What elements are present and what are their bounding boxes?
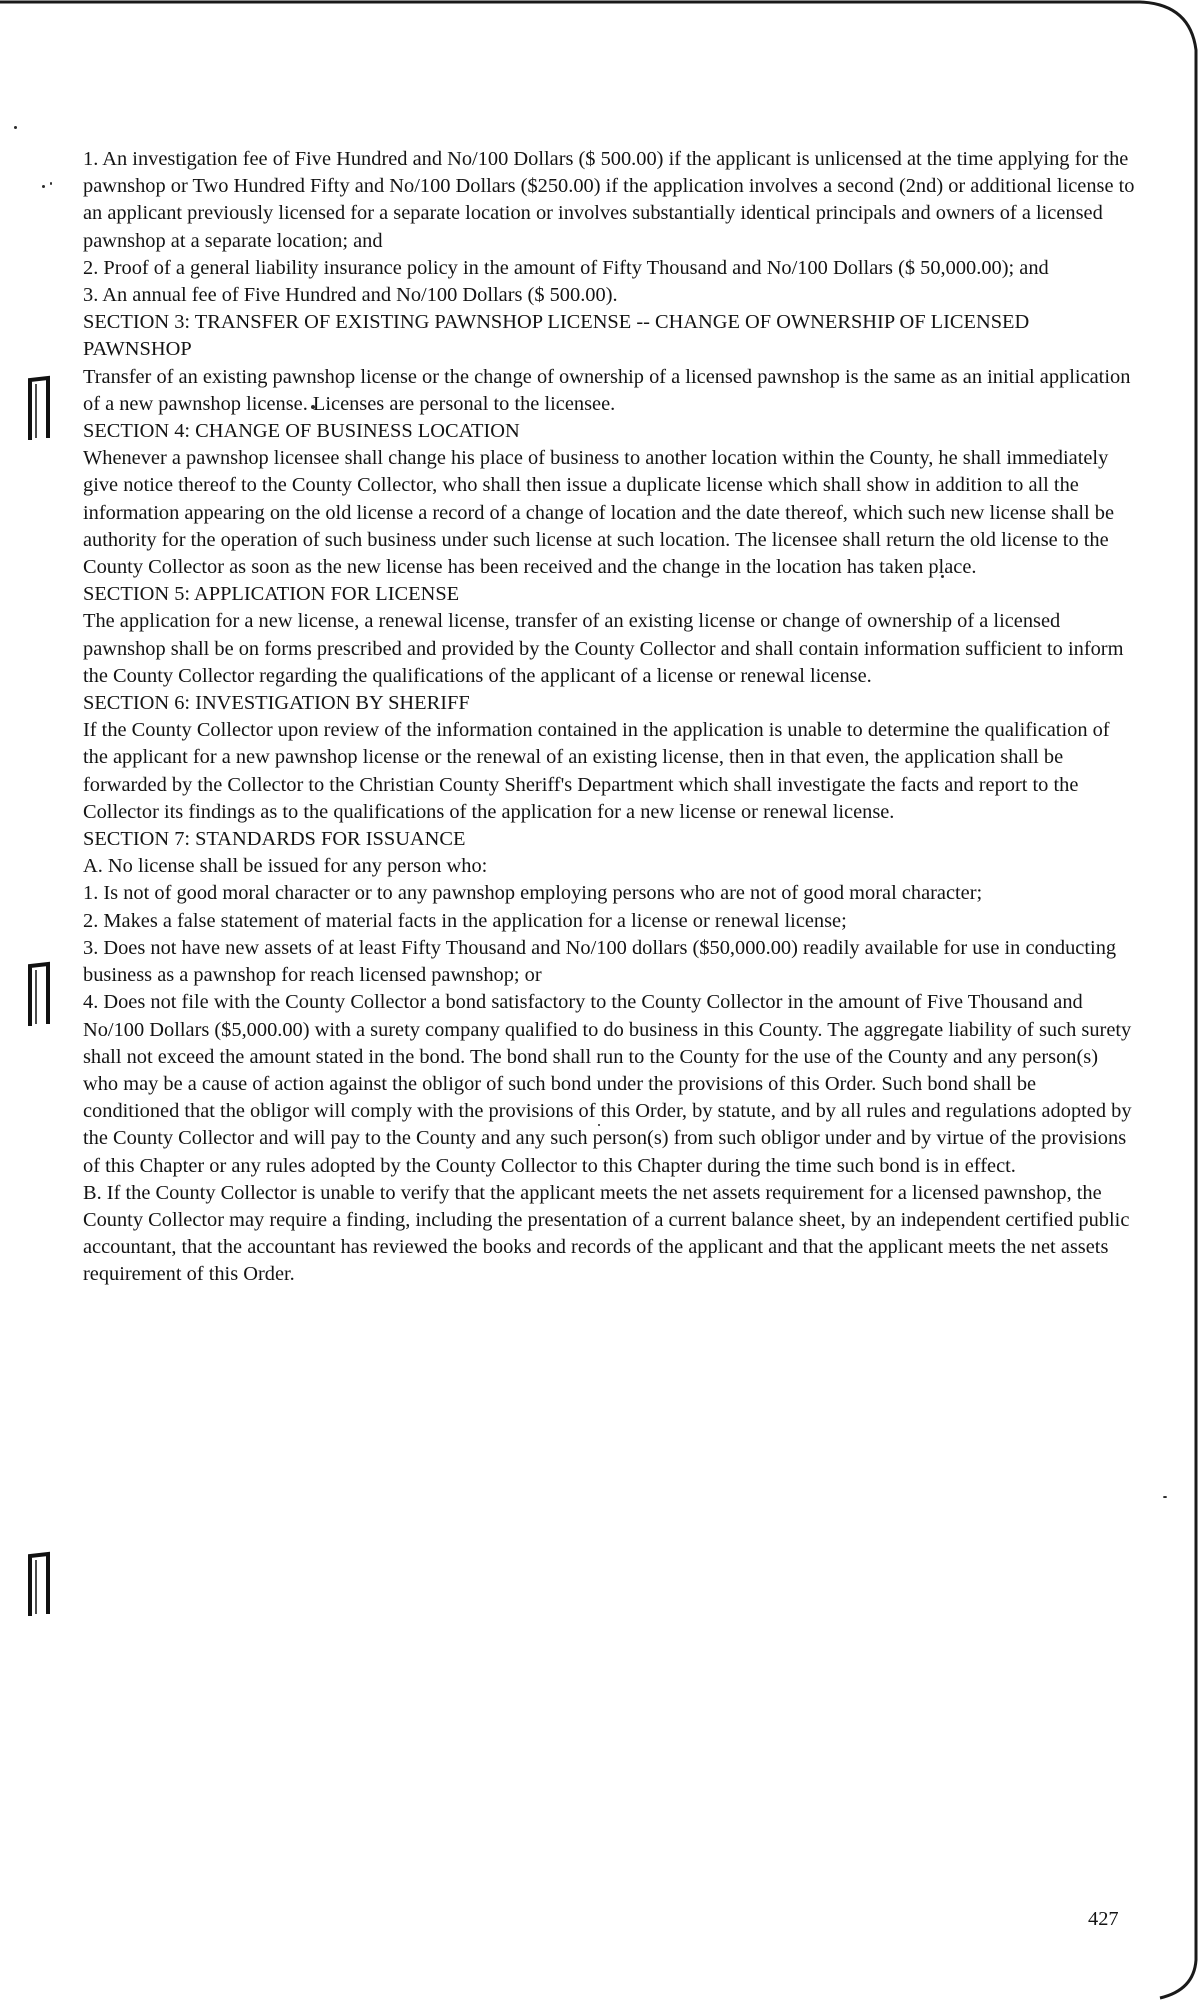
section-3-body: Transfer of an existing pawnshop license or the change of ownership of a licensed pawnshop is the same as an initial application of a new pawnshop license. Licenses are personal to the licensee. bbox=[83, 365, 1131, 415]
page-number: 427 bbox=[1088, 1908, 1119, 1930]
section-7-heading: SECTION 7: STANDARDS FOR ISSUANCE bbox=[83, 828, 466, 851]
annual-fee-paragraph: 3. An annual fee of Five Hundred and No/100 Dollars ($ 500.00). bbox=[83, 284, 618, 307]
section-5-heading: SECTION 5: APPLICATION FOR LICENSE bbox=[83, 583, 460, 606]
scan-speck bbox=[50, 182, 52, 185]
section-7-a-item-2: 2. Makes a false statement of material facts in the application for a license or renewal license; bbox=[83, 909, 847, 932]
scan-speck bbox=[42, 185, 45, 188]
document-body bbox=[83, 146, 1135, 1289]
section-4-body: Whenever a pawnshop licensee shall change his place of business to another location within the County, he shall immediately give notice thereof to the County Collector, who shall then issue a duplicate license which shall show in addition to all the information appearing on the old license a record of a change of location and the date thereof, which such new license shall be authority for the operation of such business under such license at such location. The licensee shall return the old license to the County Collector as soon as the new license has been received and the change in the location has taken place. bbox=[83, 447, 1115, 579]
section-5-body: The application for a new license, a renewal license, transfer of an existing license or change of ownership of a licensed pawnshop shall be on forms prescribed and provided by the County Collector and shall contain information sufficient to inform the County Collector regarding the qualifications of the applicant of a license or renewal license. bbox=[83, 610, 1124, 687]
margin-bracket-mark bbox=[26, 374, 52, 444]
section-7-b-paragraph: B. If the County Collector is unable to verify that the applicant meets the net assets requirement for a licensed pawnshop, the County Collector may require a finding, including the presentation of a current balance sheet, by an independent certified public accountant, that the accountant has reviewed the books and records of the applicant and that the applicant meets the net assets requirement of this Order. bbox=[83, 1181, 1130, 1286]
fee-investigation-paragraph: 1. An investigation fee of Five Hundred and No/100 Dollars ($ 500.00) if the applicant is unlicensed at the time applying for the pawnshop or Two Hundred Fifty and No/100 Dollars ($250.00) if the application involves a second (2nd) or additional license to an applicant previously licensed for a separate location or involves substantially identical principals and owners of a licensed pawnshop at a separate location; and bbox=[83, 148, 1135, 252]
scan-speck bbox=[14, 126, 17, 129]
section-6-body: If the County Collector upon review of the information contained in the application is unable to determine the qualification of the applicant for a new pawnshop license or the renewal of an existing license, then in that even, the application shall be forwarded by the Collector to the Christian County Sheriff's Department which shall investigate the facts and report to the Collector its findings as to the qualifications of the application for a new license or renewal license. bbox=[83, 719, 1110, 823]
margin-bracket-mark bbox=[26, 1550, 52, 1620]
margin-bracket-mark bbox=[26, 960, 52, 1030]
section-7-a-item-4: 4. Does not file with the County Collector a bond satisfactory to the County Collector in the amount of Five Thousand and No/100 Dollars ($5,000.00) with a surety company qualified to do business in this County. The aggregate liability of such surety shall not exceed the amount stated in the bond. The bond shall run to the County for the use of the County and any person(s) who may be a cause of action against the obligor of such bond under the provisions of this Order. Such bond shall be conditioned that the obligor will comply with the provisions of this Order, by statute, and by all rules and regulations adopted by the County Collector and will pay to the County and any such person(s) from such obligor under and by virtue of the provisions of this Chapter or any rules adopted by the County Collector to this Chapter during the time such bond is in effect. bbox=[83, 991, 1132, 1177]
section-7-a-item-1: 1. Is not of good moral character or to any pawnshop employing persons who are not of good moral character; bbox=[83, 882, 983, 905]
section-6-heading: SECTION 6: INVESTIGATION BY SHERIFF bbox=[83, 692, 470, 715]
section-7-a-item-3: 3. Does not have new assets of at least Fifty Thousand and No/100 dollars ($50,000.00) readily available for use in conducting business as a pawnshop for reach licensed pawnshop; or bbox=[83, 936, 1117, 987]
section-7-a-intro: A. No license shall be issued for any person who: bbox=[83, 855, 488, 878]
scan-speck bbox=[1163, 1496, 1167, 1498]
section-3-heading: SECTION 3: TRANSFER OF EXISTING PAWNSHOP LICENSE -- CHANGE OF OWNERSHIP OF LICENSED PAWNSHOP bbox=[83, 311, 1030, 361]
insurance-paragraph: 2. Proof of a general liability insurance policy in the amount of Fifty Thousand and No/100 Dollars ($ 50,000.00); and bbox=[83, 256, 1049, 279]
section-4-heading: SECTION 4: CHANGE OF BUSINESS LOCATION bbox=[83, 420, 520, 443]
